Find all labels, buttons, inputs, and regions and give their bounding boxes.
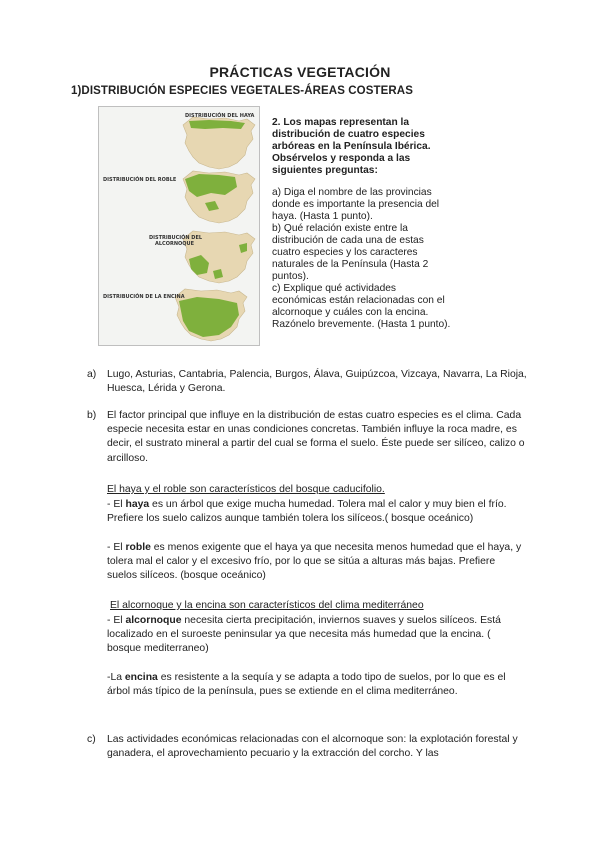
question-part-a: a) Diga el nombre de las provincias donde es importante la presencia del haya. (Hasta 1 punto).	[272, 187, 440, 222]
answer-b-text: El factor principal que influye en la distribución de estas cuatro especies es el clima. Cada especie necesita estar en unas condiciones concretas. También influye la roca madre, es decir, el sustrato mineral a partir del cual se forma el suelo. Éste puede ser silíceo, calizo o arcilloso.	[107, 410, 525, 464]
alcornoque-paragraph	[107, 614, 527, 657]
answer-c-text: Las actividades económicas relacionadas con el alcornoque son: la explotación forestal y ganadera, el aprovechamiento pecuario y la extracción del corcho. Y las	[107, 734, 518, 760]
page-title: PRÁCTICAS VEGETACIÓN	[209, 64, 391, 80]
answer-b-label: b)	[87, 410, 97, 421]
alcornoque-post: necesita cierta precipitación, inviernos suaves y suelos silíceos. Está localizado en el suroeste peninsular ya que necesita más humedad que la encina. ( bosque mediterraneo)	[107, 615, 501, 655]
question-part-b: b) Qué relación existe entre la distribución de cada una de estas cuatro especies y los caracteres naturales de la Península (Hasta 2 puntos).	[272, 223, 429, 282]
answer-b	[87, 409, 527, 466]
maps-illustration	[99, 107, 259, 345]
encina-word: encina	[124, 672, 158, 683]
species-maps-figure	[98, 106, 260, 346]
map-haya	[183, 117, 255, 169]
answer-a-text: Lugo, Asturias, Cantabria, Palencia, Burgos, Álava, Guipúzcoa, Vizcaya, Navarra, La Rioja, Huesca, Lérida y Gerona.	[107, 369, 527, 395]
answer-c	[87, 733, 527, 761]
answer-c-label: c)	[87, 734, 96, 745]
encina-paragraph	[107, 671, 527, 699]
map-label-alcornoque-line2: ALCORNOQUE	[155, 241, 194, 247]
question-part-c: c) Explique qué actividades económicas están relacionadas con el alcornoque y cuáles con la encina. Razónelo brevemente. (Hasta 1 punto).	[272, 283, 451, 330]
caducifolio-heading: El haya y el roble son característicos del bosque caducifolio.	[107, 484, 385, 495]
map-label-roble: DISTRIBUCIÓN DEL ROBLE	[103, 177, 177, 183]
encina-pre: -La	[107, 672, 125, 683]
roble-word: roble	[125, 542, 151, 553]
mediterraneo-heading: El alcornoque y la encina son característicos del clima mediterráneo	[110, 600, 424, 611]
roble-pre: - El	[107, 542, 126, 553]
answer-a	[87, 368, 527, 396]
map-encina	[175, 289, 247, 341]
exam-question	[272, 117, 452, 331]
roble-post: es menos exigente que el haya ya que necesita menos humedad que el haya, y tolera mal el calor y el excesivo frío, por lo que se sitúa a alturas más bajas. Prefiere suelos silíceos. (bosque oceánico)	[107, 542, 522, 582]
alcornoque-pre: - El	[107, 615, 126, 626]
haya-post: es un árbol que exige mucha humedad. Tolera mal el calor y muy bien el frío. Prefiere los suelo calizos aunque también tolera los silíceos.( bosque oceánico)	[107, 499, 507, 525]
map-label-alcornoque-line1: DISTRIBUCIÓN DEL	[149, 235, 203, 241]
section-subtitle: 1)DISTRIBUCIÓN ESPECIES VEGETALES-ÁREAS COSTERAS	[71, 85, 413, 97]
haya-pre: - El	[107, 499, 126, 510]
haya-paragraph	[107, 498, 527, 526]
question-heading: 2. Los mapas representan la distribución de cuatro especies arbóreas en la Península Ibérica. Obsérvelos y responda a las siguientes preguntas:	[272, 117, 431, 176]
roble-paragraph	[107, 541, 527, 584]
map-label-encina: DISTRIBUCIÓN DE LA ENCINA	[103, 294, 185, 300]
map-roble	[183, 171, 255, 223]
alcornoque-word: alcornoque	[125, 615, 182, 626]
answer-a-label: a)	[87, 369, 97, 380]
map-label-haya: DISTRIBUCIÓN DEL HAYA	[185, 113, 255, 119]
encina-post: es resistente a la sequía y se adapta a todo tipo de suelos, por lo que es el árbol más típico de la península, pues se extiende en el clima mediterráneo.	[107, 672, 506, 698]
haya-word: haya	[125, 499, 150, 510]
